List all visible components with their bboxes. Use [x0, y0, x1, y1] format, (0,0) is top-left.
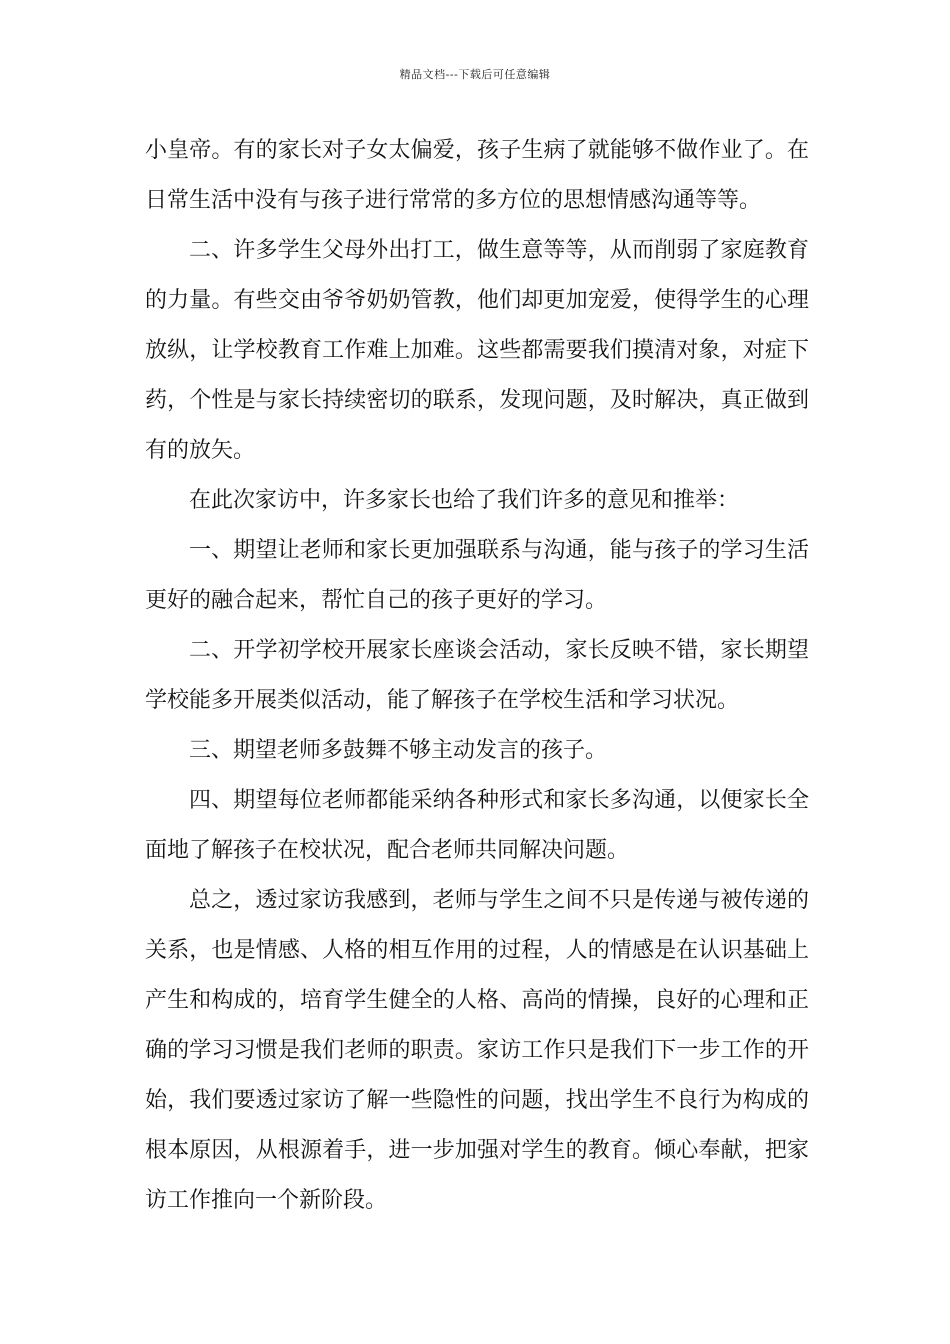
paragraph-2: 二、许多学生父母外出打工，做生意等等，从而削弱了家庭教育的力量。有些交由爷爷奶奶管教，他们却更加宠爱，使得学生的心理放纵，让学校教育工作难上加难。这些都需要我们摸清对象，对症下药，个性是与家长持续密切的联系，发现问题，及时解决，真正做到有的放矢。 — [145, 238, 809, 463]
paragraph-8: 总之，透过家访我感到，老师与学生之间不只是传递与被传递的关系，也是情感、人格的相互作用的过程，人的情感是在认识基础上产生和构成的，培育学生健全的人格、高尚的情操，良好的心理和正确的学习习惯是我们老师的职责。家访工作只是我们下一步工作的开始，我们要透过家访了解一些隐性的问题，找出学生不良行为构成的根本原因，从根源着手，进一步加强对学生的教育。倾心奉献，把家访工作推向一个新阶段。 — [145, 888, 809, 1213]
paragraph-4: 一、期望让老师和家长更加强联系与沟通，能与孩子的学习生活更好的融合起来，帮忙自己的孩子更好的学习。 — [145, 538, 809, 613]
paragraph-6: 三、期望老师多鼓舞不够主动发言的孩子。 — [189, 738, 608, 763]
document-body — [145, 126, 809, 1226]
paragraph-7: 四、期望每位老师都能采纳各种形式和家长多沟通，以便家长全面地了解孩子在校状况，配合老师共同解决问题。 — [145, 788, 809, 863]
paragraph-3: 在此次家访中，许多家长也给了我们许多的意见和推举： — [189, 488, 740, 513]
page-header: 精品文档---下载后可任意编辑 — [399, 68, 551, 81]
paragraph-5: 二、开学初学校开展家长座谈会活动，家长反映不错，家长期望学校能多开展类似活动，能了解孩子在学校生活和学习状况。 — [145, 638, 809, 713]
paragraph-1: 小皇帝。有的家长对子女太偏爱，孩子生病了就能够不做作业了。在日常生活中没有与孩子进行常常的多方位的思想情感沟通等等。 — [145, 138, 809, 213]
